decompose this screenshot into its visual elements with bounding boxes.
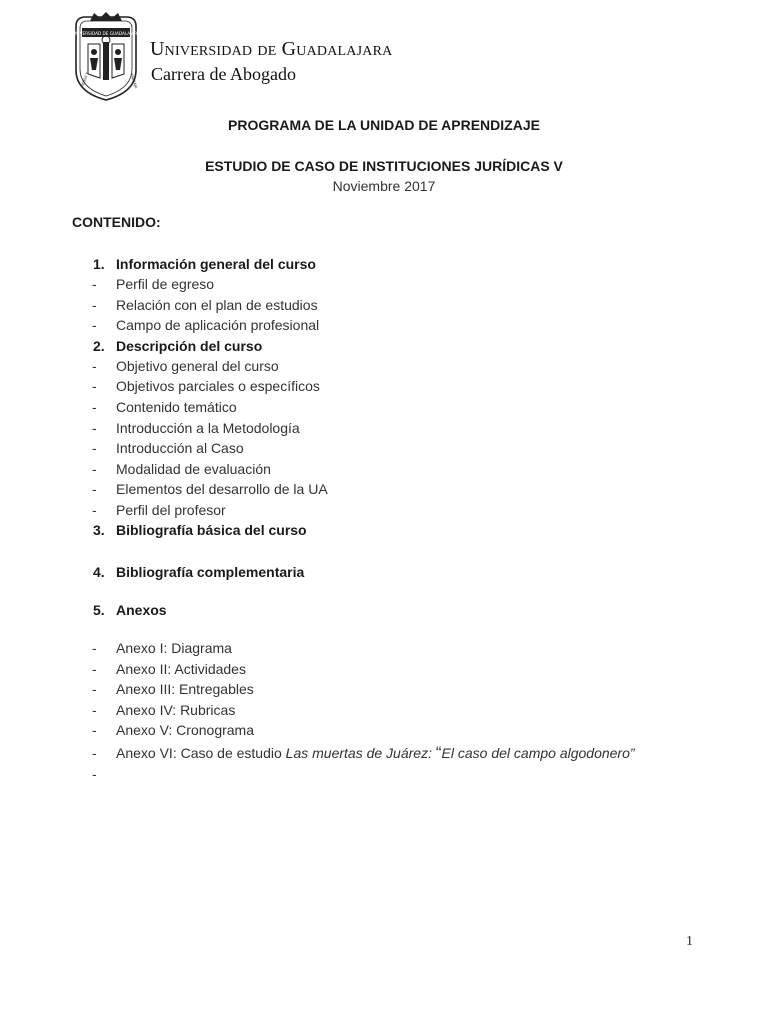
list-dash: -	[92, 317, 97, 333]
list-item	[0, 356, 768, 376]
annex-item	[0, 659, 768, 679]
list-dash: -	[92, 745, 97, 761]
section-heading	[0, 600, 768, 620]
list-dash: -	[92, 297, 97, 313]
list-dash: -	[92, 420, 97, 436]
list-dash: -	[92, 766, 97, 782]
list-item-text: Perfil de egreso	[116, 276, 215, 292]
list-dash: -	[92, 722, 97, 738]
section-number: 1.	[93, 256, 105, 272]
empty-list-item	[0, 764, 768, 784]
page-number: 1	[686, 934, 693, 949]
open-quote: “	[435, 743, 442, 762]
annex-vi-prefix: Anexo VI: Caso de estudio	[116, 745, 286, 761]
contents-heading: CONTENIDO:	[72, 214, 161, 230]
section-heading	[0, 336, 768, 356]
list-item	[0, 418, 768, 438]
annex-text: Anexo II: Actividades	[116, 661, 246, 677]
annex-text: Anexo IV: Rubricas	[116, 702, 236, 718]
seal-banner-text: UNIVERSIDAD DE GUADALAJARA	[72, 31, 140, 36]
section-heading	[0, 562, 768, 582]
annex-text: Anexo III: Entregables	[116, 681, 254, 697]
section-number: 5.	[93, 602, 105, 618]
close-quote: ”	[629, 745, 635, 761]
list-dash: -	[92, 502, 97, 518]
list-dash: -	[92, 702, 97, 718]
list-dash: -	[92, 378, 97, 394]
annex-vi-italic-title: Las muertas de Juárez:	[285, 745, 432, 761]
list-item	[0, 479, 768, 499]
annex-item	[0, 720, 768, 740]
list-dash: -	[92, 661, 97, 677]
section-heading	[0, 520, 768, 540]
annex-text: Anexo I: Diagrama	[116, 640, 232, 656]
list-dash: -	[92, 440, 97, 456]
list-item-text: Introducción al Caso	[116, 440, 244, 456]
list-item-text: Elementos del desarrollo de la UA	[116, 481, 328, 497]
seal-motto-left: PIENSA Y	[80, 71, 90, 89]
section-heading	[0, 254, 768, 274]
section-number: 3.	[93, 522, 105, 538]
list-item	[0, 315, 768, 335]
annex-item	[0, 638, 768, 658]
list-item-text: Contenido temático	[116, 399, 237, 415]
list-item	[0, 500, 768, 520]
section-number: 2.	[93, 338, 105, 354]
annex-item	[0, 679, 768, 699]
annex-vi-text	[116, 743, 635, 763]
list-item	[0, 376, 768, 396]
list-dash: -	[92, 358, 97, 374]
document-date: Noviembre 2017	[332, 178, 436, 194]
list-item-text: Objetivo general del curso	[116, 358, 279, 374]
career-name: Carrera de Abogado	[151, 64, 296, 84]
section-title: Información general del curso	[116, 256, 316, 272]
annex-text: Anexo V: Cronograma	[116, 722, 254, 738]
annex-vi-quoted-title: El caso del campo algodonero	[441, 745, 630, 761]
section-title: Anexos	[116, 602, 167, 618]
list-item-text: Perfil del profesor	[116, 502, 226, 518]
list-dash: -	[92, 681, 97, 697]
list-item	[0, 397, 768, 417]
program-title: PROGRAMA DE LA UNIDAD DE APRENDIZAJE	[228, 117, 540, 133]
section-number: 4.	[93, 564, 105, 580]
list-dash: -	[92, 399, 97, 415]
section-title: Bibliografía básica del curso	[116, 522, 307, 538]
list-item-text: Campo de aplicación profesional	[116, 317, 320, 333]
list-item	[0, 295, 768, 315]
section-title: Descripción del curso	[116, 338, 263, 354]
list-dash: -	[92, 640, 97, 656]
seal-motto-right: TRABAJA	[129, 72, 139, 89]
annex-item	[0, 743, 768, 763]
list-item-text: Relación con el plan de estudios	[116, 297, 318, 313]
university-name: Universidad de Guadalajara	[150, 38, 393, 60]
list-item	[0, 274, 768, 294]
list-dash: -	[92, 461, 97, 477]
section-title: Bibliografía complementaria	[116, 564, 305, 580]
list-item	[0, 459, 768, 479]
annex-item	[0, 700, 768, 720]
university-seal-logo	[72, 12, 140, 102]
list-dash: -	[92, 276, 97, 292]
course-title: ESTUDIO DE CASO DE INSTITUCIONES JURÍDICAS V	[205, 158, 563, 174]
list-dash: -	[92, 481, 97, 497]
list-item	[0, 438, 768, 458]
list-item-text: Modalidad de evaluación	[116, 461, 271, 477]
list-item-text: Introducción a la Metodología	[116, 420, 300, 436]
list-item-text: Objetivos parciales o específicos	[116, 378, 320, 394]
